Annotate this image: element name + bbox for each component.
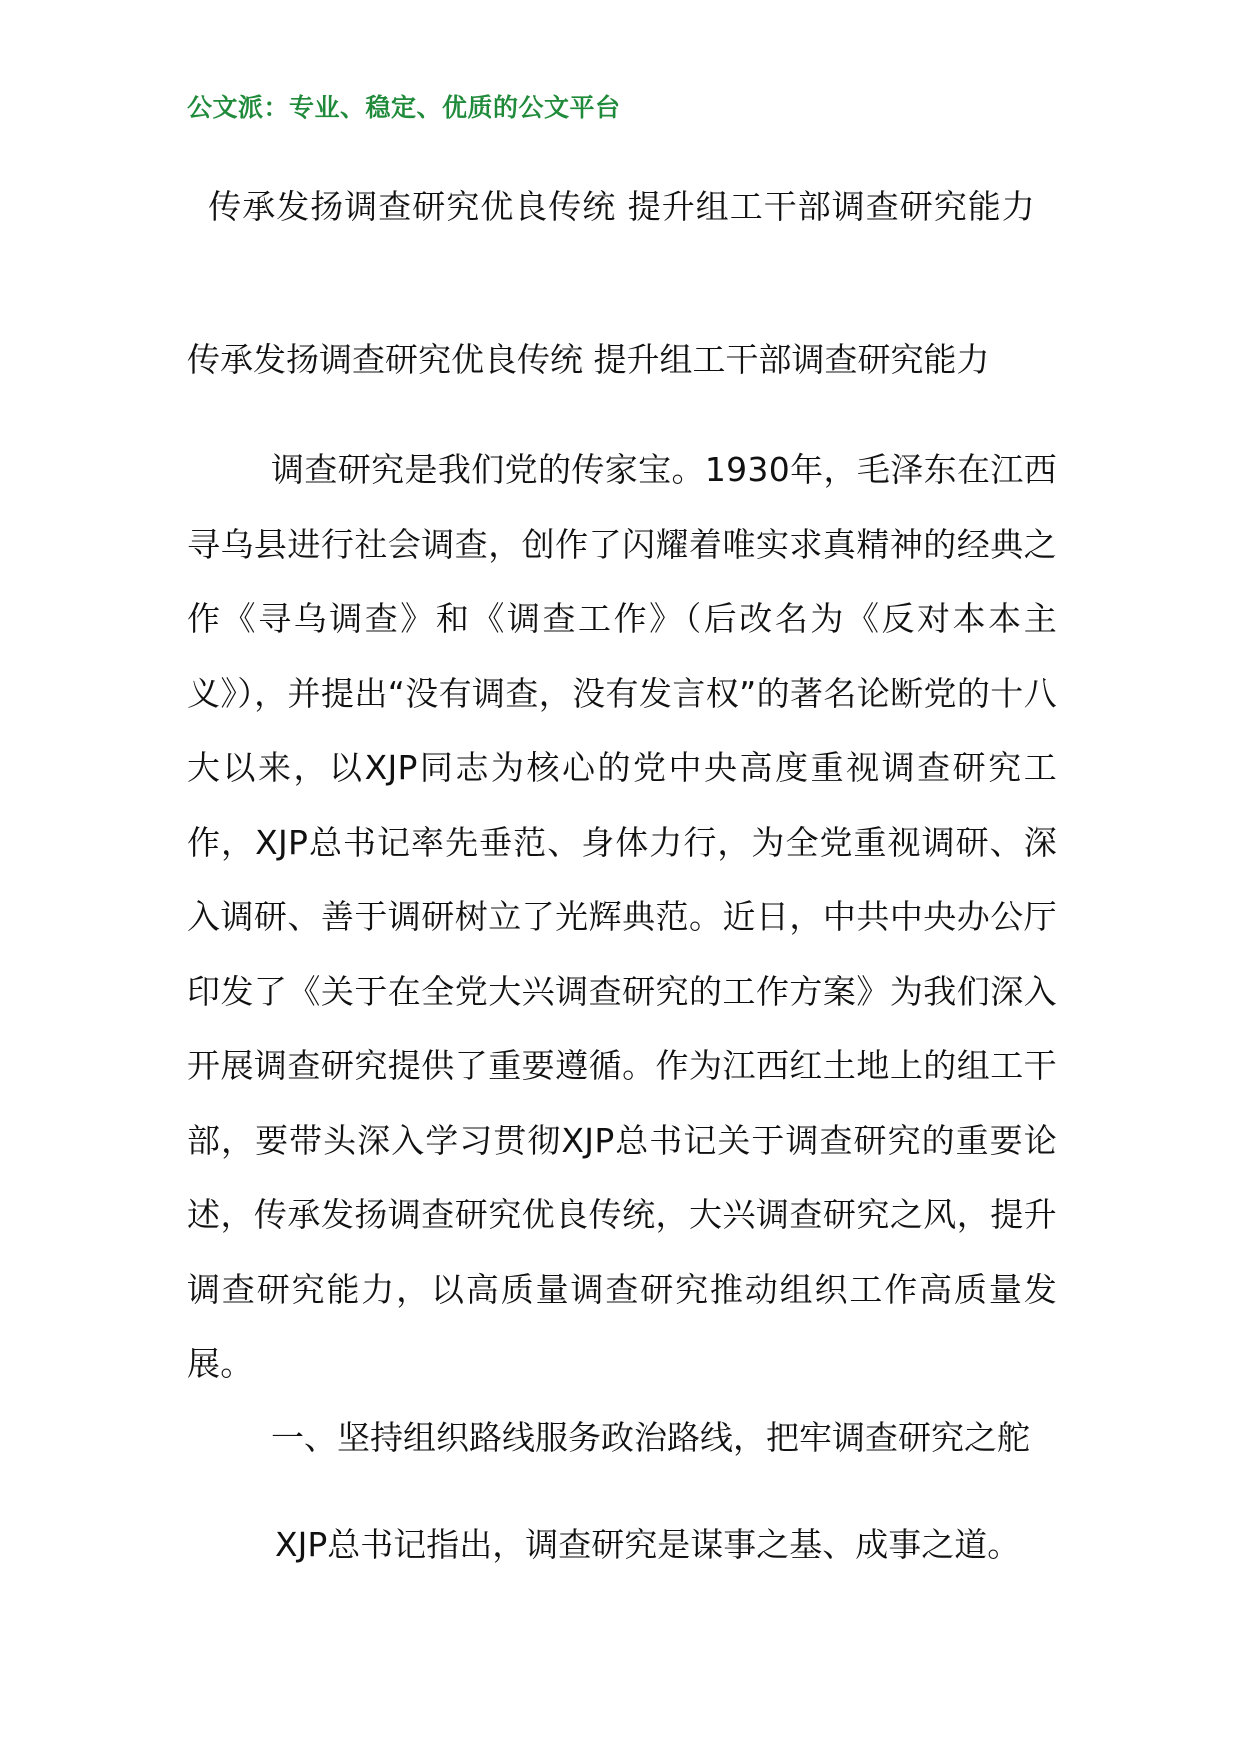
site-header-slogan: 公文派：专业、稳定、优质的公文平台 <box>187 93 621 122</box>
body-paragraph: 调查研究是我们党的传家宝。1930年，毛泽东在江西寻乌县进行社会调查，创作了闪耀着唯实求真精神的经典之作《寻乌调查》和《调查工作》（后改名为《反对本本主义》），并提出“没有调查，没有发言权”的著名论断党的十八大以来，以XJP同志为核心的党中央高度重视调查研究工作，XJP总书记率先垂范、身体力行，为全党重视调研、深入调研、善于调研树立了光辉典范。近日，中共中央办公厅印发了《关于在全党大兴调查研究的工作方案》为我们深入开展调查研究提供了重要遵循。作为江西红土地上的组工干部，要带头深入学习贯彻XJP总书记关于调查研究的重要论述，传承发扬调查研究优良传统，大兴调查研究之风，提升调查研究能力，以高质量调查研究推动组织工作高质量发展。 <box>187 450 1057 1383</box>
section-heading: 一、坚持组织路线服务政治路线，把牢调查研究之舵 <box>271 1418 1030 1457</box>
document-title: 传承发扬调查研究优良传统 提升组工干部调查研究能力 <box>208 187 1036 226</box>
section-paragraph: XJP总书记指出，调查研究是谋事之基、成事之道。 <box>275 1525 1021 1564</box>
document-subtitle: 传承发扬调查研究优良传统 提升组工干部调查研究能力 <box>187 340 990 379</box>
